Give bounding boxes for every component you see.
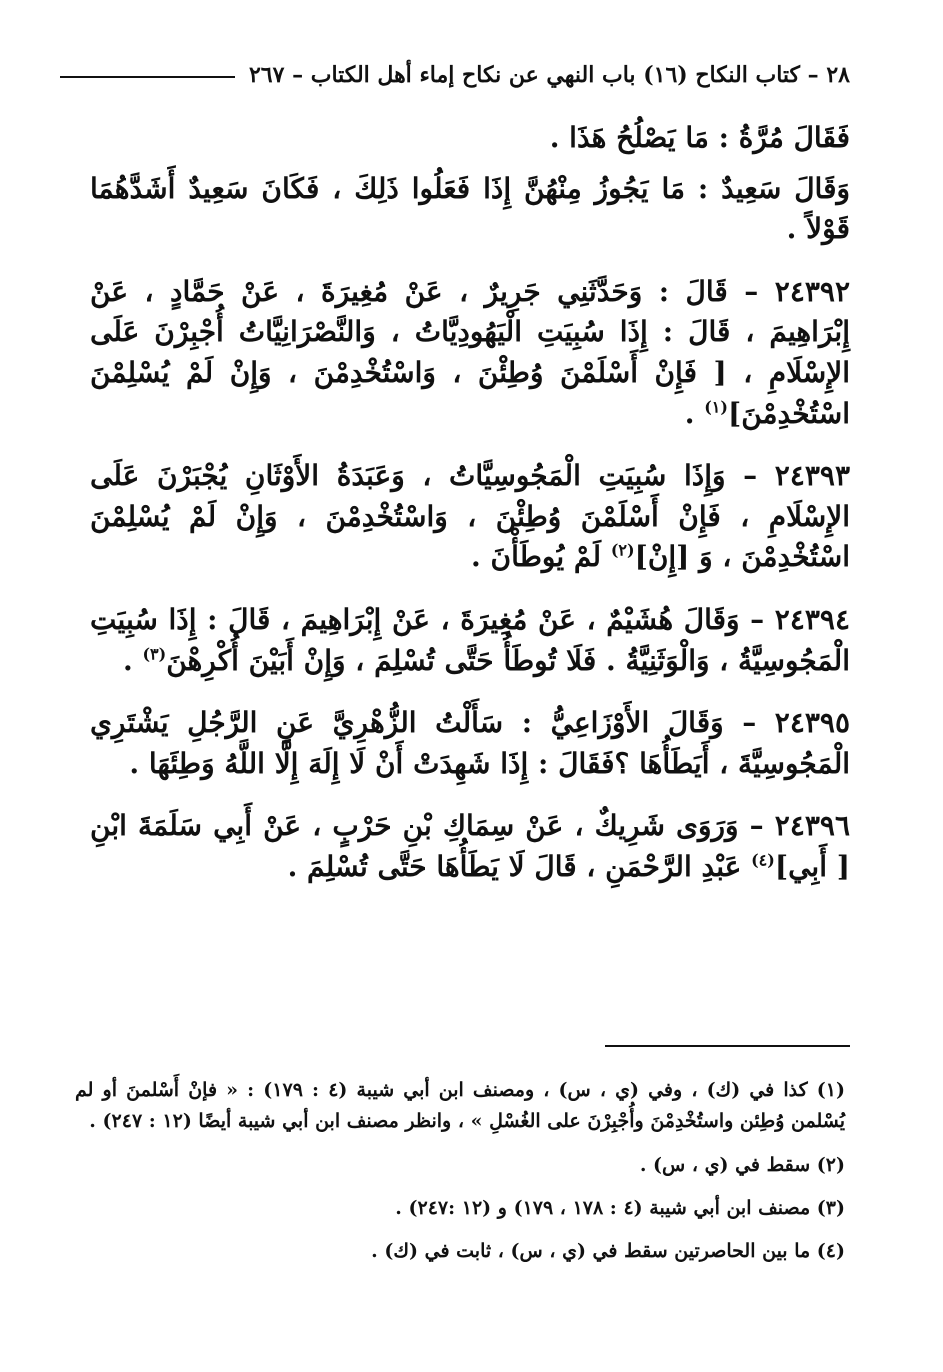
footnote-3: (٣) مصنف ابن أبي شيبة (٤ : ١٧٨ ، ١٧٩) و (١٢ :٢٤٧) . [395,1197,845,1220]
paragraph-24395: ٢٤٣٩٥ – وَقَالَ الأَوْزَاعِيُّ : سَأَلْتُ الزُّهْرِيَّ عَنِ الرَّجُلِ يَشْتَرِي الْمَجُوسِيَّةَ ، أَيَطَأُهَا ؟فَقَالَ : إِذَا شَهِدَتْ أَنْ لَا إِلَهَ إِلَّا اللَّهُ وَطِئَهَا . [90,706,850,780]
header-title: ٢٨ – كتاب النكاح (١٦) باب النهي عن نكاح إماء أهل الكتاب – ٢٦٧ [248,62,850,88]
footnote-marker: (٢) [610,541,635,561]
paragraph: فَقَالَ مُرَّةُ : مَا يَصْلُحُ هَذَا . [549,121,850,154]
header-rule [60,76,235,78]
footnote-separator [605,1045,850,1047]
footnote-1: (١) كذا في (ك) ، وفي (ي ، س) ، ومصنف ابن أبي شيبة (٤ : ١٧٩) : « فإنْ أَسْلمنَ أو لم يُسْلمن وُطِئن واستُخْدِمْنَ وأُجْبِرْنَ على الغُسْلِ » ، وانظر مصنف ابن أبي شيبة أيضًا (١٢ : ٢٤٧) . [75,1079,846,1133]
paragraph-24393: ٢٤٣٩٣ – وَإِذَا سُبِيَتِ الْمَجُوسِيَّاتُ ، وَعَبَدَةُ الأَوْثَانِ يُجْبَرْنَ عَلَى الإِسْلَامِ ، فَإِنْ أَسْلَمْنَ وُطِئْنَ ، وَاسْتُخْدِمْنَ ، وَإِنْ لَمْ يُسْلِمْنَ اسْتُخْدِمْنَ ، وَ [إِنْ]$^{(٢)}$ لَمْ يُوطَأْنَ . [90,459,850,574]
footnotes [75,1075,845,1280]
main-text [90,118,850,910]
paragraph-24396: ٢٤٣٩٦ – وَرَوَى شَرِيكٌ ، عَنْ سِمَاكِ بْنِ حَرْبٍ ، عَنْ أَبِي سَلَمَةَ ابْنِ [ أَبِي]$^{(٤)}$ عَبْدِ الرَّحْمَنِ ، قَالَ لَا يَطَأُهَا حَتَّى تُسْلِمَ . [90,809,850,883]
footnote-marker: (١) [704,397,728,417]
paragraph-24392: ٢٤٣٩٢ – قَالَ : وَحَدَّثَنِي جَرِيرٌ ، عَنْ مُغِيرَةَ ، عَنْ حَمَّادٍ ، عَنْ إِبْرَاهِيمَ ، قَالَ : إِذَا سُبِيَتِ الْيَهُودِيَّاتُ ، وَالنَّصْرَانِيَّاتُ أُجْبِرْنَ عَلَى الإِسْلَامِ ، [ فَإِنْ أَسْلَمْنَ وُطِئْنَ ، وَاسْتُخْدِمْنَ ، وَإِنْ لَمْ يُسْلِمْنَ اسْتُخْدِمْنَ]$^{(١)}$ . [90,274,850,430]
running-header [60,55,850,95]
footnote-2: (٢) سقط في (ي ، س) . [639,1153,845,1176]
footnote-marker: (٤) [751,850,775,870]
paragraph: وَقَالَ سَعِيدٌ : مَا يَجُوزُ مِنْهُنَّ إِذَا فَعَلُوا ذَلِكَ ، فَكَانَ سَعِيدٌ أَشَدَّهُمَا قَوْلاً . [90,171,850,246]
paragraph-24394: ٢٤٣٩٤ – وَقَالَ هُشَيْمٌ ، عَنْ مُغِيرَةَ ، عَنْ إِبْرَاهِيمَ ، قَالَ : إِذَا سُبِيَتِ الْمَجُوسِيَّةُ ، وَالْوَثَنِيَّةُ . فَلَا تُوطَأُ حَتَّى تُسْلِمَ ، وَإِنْ أَبَيْنَ أُكْرِهْنَ$^{(٣)}$ . [90,602,850,677]
footnote-4: (٤) ما بين الحاصرتين سقط في (ي ، س) ، ثابت في (ك) . [371,1240,845,1263]
footnote-marker: (٣) [142,644,167,664]
